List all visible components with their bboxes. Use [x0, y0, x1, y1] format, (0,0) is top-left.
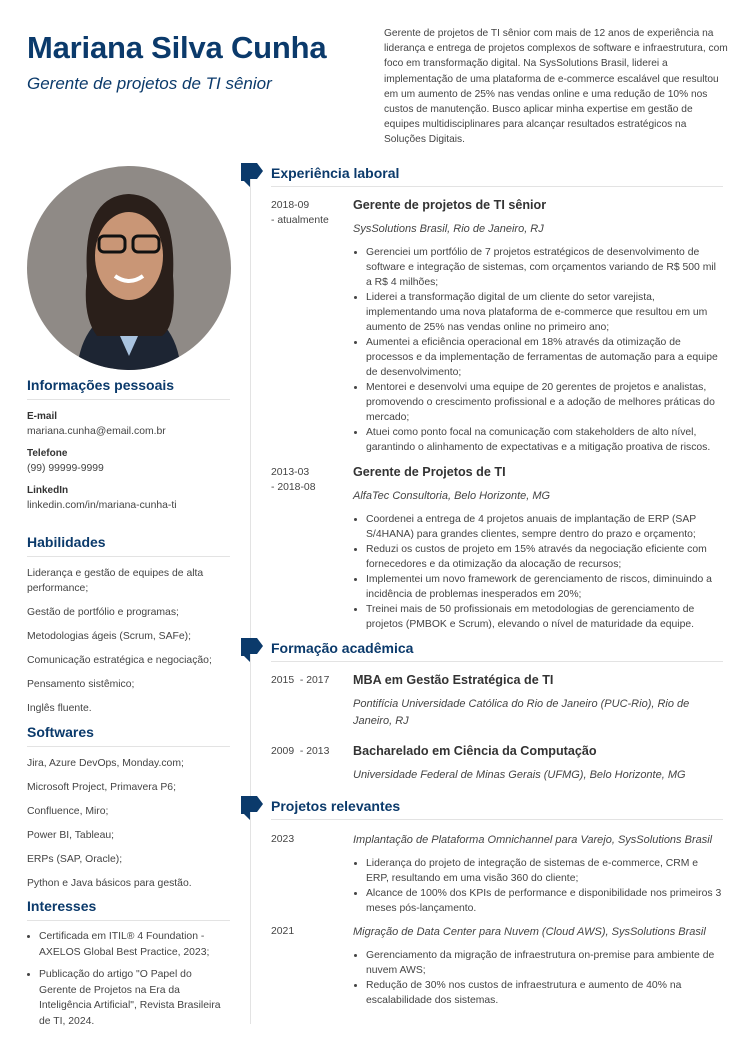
project-title: Migração de Data Center para Nuvem (Cloud AWS), SysSolutions Brasil	[353, 926, 706, 938]
software-item: Jira, Azure DevOps, Monday.com;	[27, 758, 184, 769]
contact-value: mariana.cunha@email.com.br	[27, 426, 166, 437]
school-name: Pontifícia Universidade Católica do Rio de Janeiro (PUC-Rio), Rio de Janeiro, RJ	[353, 698, 690, 727]
section-heading: Informações pessoais	[27, 377, 230, 400]
project-bullet: • Redução de 30% nos custos de infraestrutura e aumento de 40% na escalabilidade dos sistemas.	[366, 978, 723, 1008]
section-heading: Experiência laboral	[271, 165, 400, 181]
job-company: SysSolutions Brasil, Rio de Janeiro, RJ	[353, 223, 544, 235]
project-date: 2023	[271, 834, 295, 845]
job-bullet: • Treinei mais de 50 profissionais em metodologias de gerenciamento de projetos (PMBOK e Scrum), elevando o nível de maturidade da equipe.	[366, 602, 723, 632]
job-bullet: • Mentorei e desenvolvi uma equipe de 20 gerentes de projetos e analistas, promovendo o crescimento profissional e a adoção de melhores práticas do mercado;	[366, 380, 723, 425]
job-date-start: 2013-03	[271, 467, 310, 478]
candidate-name: Mariana Silva Cunha	[27, 30, 327, 65]
job-entry	[271, 198, 723, 455]
contact-value: (99) 99999-9999	[27, 463, 104, 474]
profile-summary: Gerente de projetos de TI sênior com mais de 12 anos de experiência na liderança e entrega de projetos complexos de software e infraestrutura, com foco em transformação digital. Na SysSolutions Brasil, liderei a implementação de uma plataforma de e-commerce escalável que resultou em um aumento de 25% nas vendas online e uma redução de 10% nos custos de manutenção. Busco aplicar minha expertise em gestão de equipes multidisciplinares para alcançar resultados estratégicos na Soluções Digitais.	[384, 28, 728, 146]
school-name: Universidade Federal de Minas Gerais (UFMG), Belo Horizonte, MG	[353, 769, 686, 781]
software-item: Power BI, Tableau;	[27, 830, 115, 841]
degree-title: Bacharelado em Ciência da Computação	[353, 744, 597, 758]
software-section	[27, 724, 232, 891]
interest-item: • Publicação do artigo "O Papel do Gerente de Projetos na Era da Inteligência Artificial", Revista Brasileira de TI, 2024.	[39, 967, 232, 1029]
project-bullet: • Gerenciamento da migração de infraestrutura on-premise para ambiente de nuvem AWS;	[366, 948, 723, 978]
skills-item: Pensamento sistêmico;	[27, 679, 135, 690]
flag-icon	[241, 638, 263, 658]
personal-info-section	[27, 377, 232, 511]
projects-section	[241, 795, 723, 1008]
flag-icon	[241, 163, 263, 183]
flag-icon	[241, 796, 263, 816]
job-title: Gerente de projetos de TI sênior	[353, 198, 547, 212]
section-heading: Habilidades	[27, 534, 230, 557]
contact-label: LinkedIn	[27, 485, 69, 496]
job-company: AlfaTec Consultoria, Belo Horizonte, MG	[353, 490, 551, 502]
section-heading: Interesses	[27, 898, 230, 921]
project-title: Implantação de Plataforma Omnichannel para Varejo, SysSolutions Brasil	[353, 834, 713, 846]
interest-item: • Certificada em ITIL® 4 Foundation - AXELOS Global Best Practice, 2023;	[39, 929, 232, 960]
project-bullet: • Alcance de 100% dos KPIs de performance e disponibilidade nos primeiros 3 meses pós-lançamento.	[366, 886, 723, 916]
experience-section	[241, 162, 723, 632]
skills-item: Comunicação estratégica e negociação;	[27, 655, 212, 666]
section-heading: Formação acadêmica	[271, 640, 414, 656]
degree-title: MBA em Gestão Estratégica de TI	[353, 673, 554, 687]
job-date-end: - 2018-08	[271, 482, 316, 493]
education-entry	[271, 744, 723, 784]
education-date: 2015 - 2017	[271, 675, 330, 686]
job-bullet: • Aumentei a eficiência operacional em 18% através da otimização de processos e da implementação de ferramentas de automação para a equipe de desenvolvimento;	[366, 335, 723, 380]
project-entry	[271, 832, 723, 916]
education-date: 2009 - 2013	[271, 746, 330, 757]
software-item: Python e Java básicos para gestão.	[27, 878, 192, 889]
candidate-role: Gerente de projetos de TI sênior	[27, 74, 272, 93]
skills-item: Gestão de portfólio e programas;	[27, 607, 179, 618]
profile-photo	[27, 166, 231, 370]
section-heading: Softwares	[27, 724, 230, 747]
contact-label: Telefone	[27, 448, 68, 459]
job-bullet: • Implementei um novo framework de gerenciamento de riscos, diminuindo a incidência de problemas inesperados em 20%;	[366, 572, 723, 602]
education-entry	[271, 673, 723, 730]
job-entry	[271, 465, 723, 632]
job-bullet: • Gerenciei um portfólio de 7 projetos estratégicos de desenvolvimento de software e integração de sistemas, com orçamentos variando de R$ 500 mil a R$ 4 milhões;	[366, 245, 723, 290]
skills-section	[27, 534, 232, 716]
job-bullet: • Atuei como ponto focal na comunicação com stakeholders de alto nível, garantindo o alinhamento de expectativas e a mitigação proativa de riscos.	[366, 425, 723, 455]
job-bullet: • Reduzi os custos de projeto em 15% através da negociação eficiente com fornecedores e da otimização da alocação de recursos;	[366, 542, 723, 572]
education-section	[241, 637, 723, 784]
skills-item: Inglês fluente.	[27, 703, 92, 714]
interests-section	[27, 898, 232, 1036]
contact-value: linkedin.com/in/mariana-cunha-ti	[27, 500, 177, 511]
job-date-start: 2018-09	[271, 200, 310, 211]
skills-item: Liderança e gestão de equipes de alta performance;	[27, 568, 204, 594]
skills-item: Metodologias ágeis (Scrum, SAFe);	[27, 631, 192, 642]
job-date-end: - atualmente	[271, 215, 329, 226]
software-item: Confluence, Miro;	[27, 806, 109, 817]
software-item: Microsoft Project, Primavera P6;	[27, 782, 176, 793]
job-bullet: • Liderei a transformação digital de um cliente do setor varejista, implementando uma nova plataforma de e-commerce que resultou em um aumento de 25% nas vendas online no primeiro ano;	[366, 290, 723, 335]
project-entry	[271, 924, 723, 1008]
project-date: 2021	[271, 926, 295, 937]
job-title: Gerente de Projetos de TI	[353, 465, 506, 479]
software-item: ERPs (SAP, Oracle);	[27, 854, 123, 865]
section-heading: Projetos relevantes	[271, 798, 401, 814]
job-bullet: • Coordenei a entrega de 4 projetos anuais de implantação de ERP (SAP S/4HANA) para grandes clientes, sempre dentro do prazo e orçamento;	[366, 512, 723, 542]
project-bullet: • Liderança do projeto de integração de sistemas de e-commerce, CRM e ERP, resultando em uma visão 360 do cliente;	[366, 856, 723, 886]
contact-label: E-mail	[27, 411, 58, 422]
